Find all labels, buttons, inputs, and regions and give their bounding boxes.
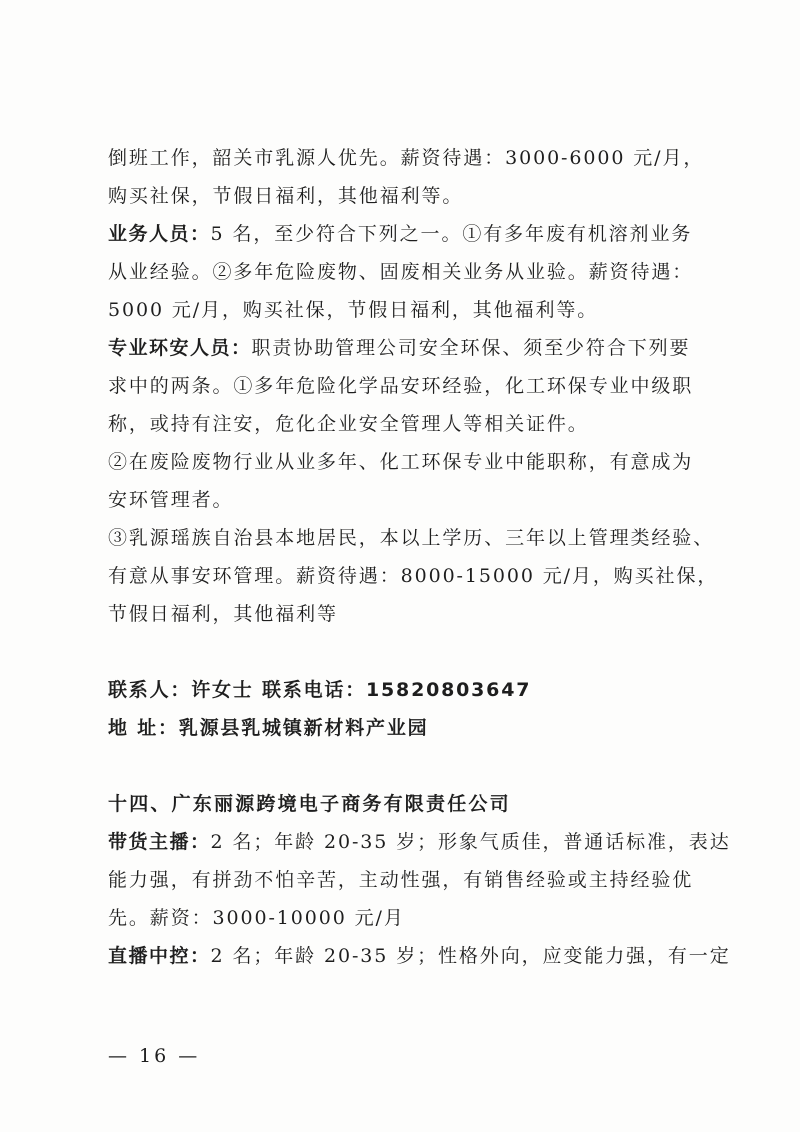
business-staff-line [108, 222, 692, 246]
line-text: 职责协助管理公司安全环保、须至少符合下列要 [251, 337, 691, 359]
body-line [108, 374, 693, 398]
address-line: 地 址：乳源县乳城镇新材料产业园 [108, 717, 429, 739]
body-line [108, 488, 233, 512]
line-text: 2 名；年龄 20-35 岁；形象气质佳，普通话标准，表达 [210, 831, 731, 853]
ehs-staff-line [108, 336, 690, 360]
body-line [108, 412, 589, 436]
body-line [108, 906, 405, 930]
body-line [108, 450, 693, 474]
body-line [108, 146, 704, 170]
line-text: 5 名，至少符合下列之一。①有多年废有机溶剂业务 [210, 223, 693, 245]
line-text: ③乳源瑶族自治县本地居民，本以上学历、三年以上管理类经验、 [108, 527, 715, 549]
line-text: 能力强，有拼劲不怕辛苦，主动性强，有销售经验或主持经验优 [108, 869, 694, 891]
line-text: 从业经验。②多年危险废物、固废相关业务从业验。薪资待遇： [108, 261, 694, 283]
host-position-label: 带货主播： [108, 831, 211, 853]
page-number: — 16 — [108, 1045, 201, 1067]
line-text: 安环管理者。 [108, 489, 234, 511]
body-line [108, 602, 338, 626]
line-text: 称，或持有注安，危化企业安全管理人等相关证件。 [108, 413, 589, 435]
line-text: 节假日福利，其他福利等 [108, 603, 338, 625]
body-line [108, 564, 718, 588]
line-text: 5000 元/月，购买社保，节假日福利，其他福利等。 [108, 299, 599, 321]
line-text: ②在废险废物行业从业多年、化工环保专业中能职称，有意成为 [108, 451, 694, 473]
ehs-staff-label: 专业环安人员： [108, 337, 252, 359]
control-position-line [108, 944, 731, 968]
body-line [108, 868, 693, 892]
body-line [108, 260, 693, 284]
line-text: 有意从事安环管理。薪资待遇：8000-15000 元/月，购买社保， [108, 565, 719, 587]
body-line [108, 526, 714, 550]
line-text: 2 名；年龄 20-35 岁；性格外向，应变能力强，有一定 [210, 945, 731, 967]
section-heading: 十四、广东丽源跨境电子商务有限责任公司 [108, 793, 511, 815]
host-position-line [108, 830, 731, 854]
contact-line: 联系人：许女士 联系电话：15820803647 [108, 679, 532, 701]
line-text: 先。薪资：3000-10000 元/月 [108, 907, 405, 929]
control-position-label: 直播中控： [108, 945, 211, 967]
line-text: 倒班工作，韶关市乳源人优先。薪资待遇：3000-6000 元/月， [108, 147, 705, 169]
line-text: 求中的两条。①多年危险化学品安环经验，化工环保专业中级职 [108, 375, 694, 397]
business-staff-label: 业务人员： [108, 223, 211, 245]
body-line [108, 184, 463, 208]
line-text: 购买社保，节假日福利，其他福利等。 [108, 185, 464, 207]
body-line [108, 298, 598, 322]
